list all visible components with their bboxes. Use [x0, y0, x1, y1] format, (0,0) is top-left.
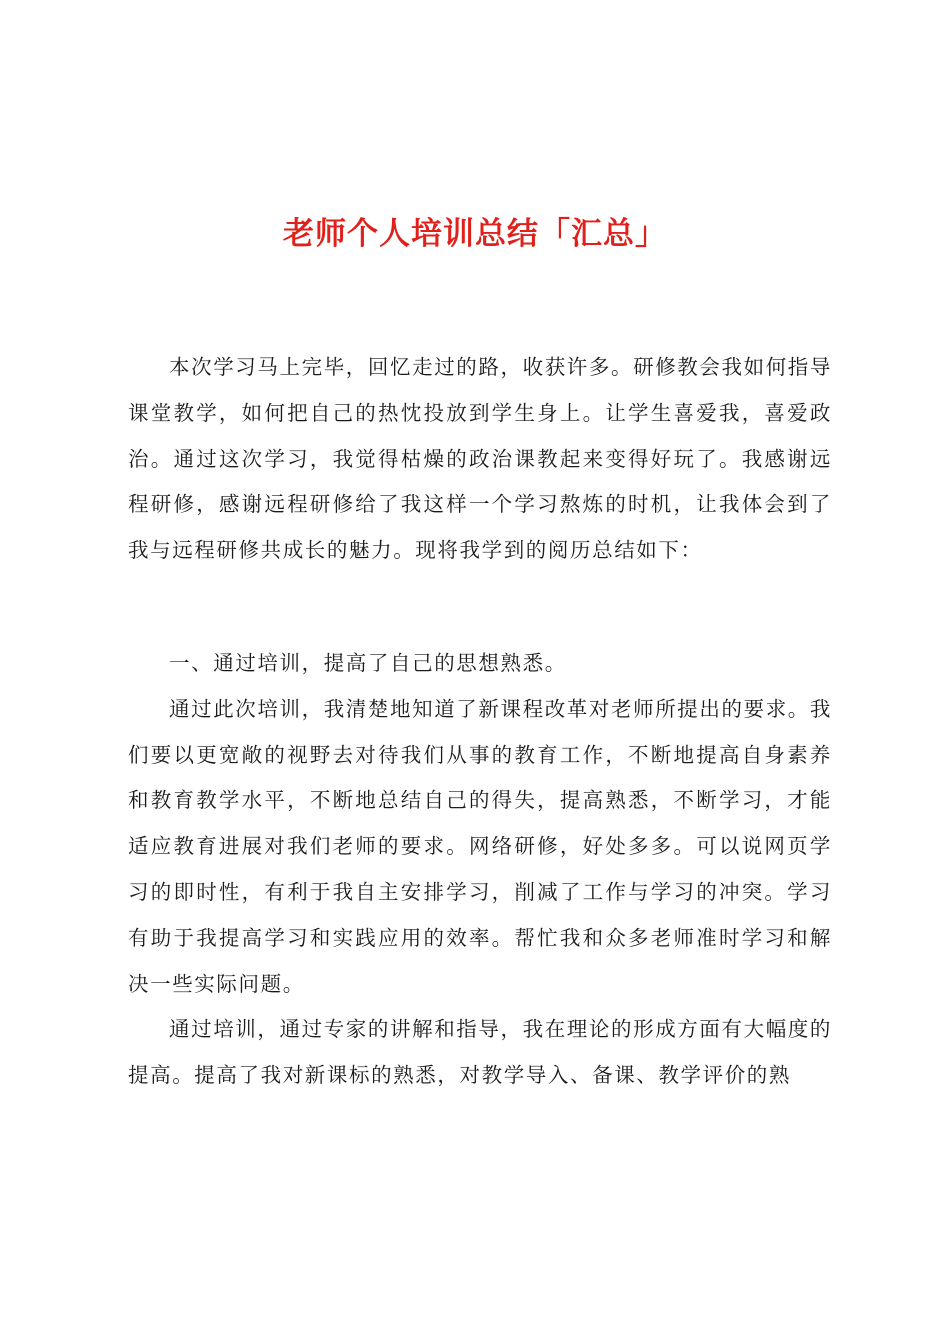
intro-section	[128, 345, 832, 574]
document-title: 老师个人培训总结「汇总」	[283, 216, 667, 252]
section-heading: 一、通过培训，提高了自己的思想熟悉。	[169, 651, 567, 675]
intro-paragraph: 本次学习马上完毕，回忆走过的路，收获许多。研修教会我如何指导课堂教学，如何把自己的热忱投放到学生身上。让学生喜爱我，喜爱政治。通过这次学习，我觉得枯燥的政治课教起来变得好玩了。我感谢远程研修，感谢远程研修给了我这样一个学习熬炼的时机，让我体会到了我与远程研修共成长的魅力。现将我学到的阅历总结如下：	[128, 355, 832, 563]
section-paragraph-1: 通过此次培训，我清楚地知道了新课程改革对老师所提出的要求。我们要以更宽敞的视野去对待我们从事的教育工作，不断地提高自身素养和教育教学水平，不断地总结自己的得失，提高熟悉，不断学习，才能适应教育进展对我们老师的要求。网络研修，好处多多。可以说网页学习的即时性，有利于我自主安排学习，削减了工作与学习的冲突。学习有助于我提高学习和实践应用的效率。帮忙我和众多老师准时学习和解决一些实际问题。	[128, 696, 832, 996]
section-one	[128, 641, 832, 1099]
section-paragraph-2: 通过培训，通过专家的讲解和指导，我在理论的形成方面有大幅度的提高。提高了我对新课标的熟悉，对教学导入、备课、教学评价的熟	[128, 1017, 832, 1088]
